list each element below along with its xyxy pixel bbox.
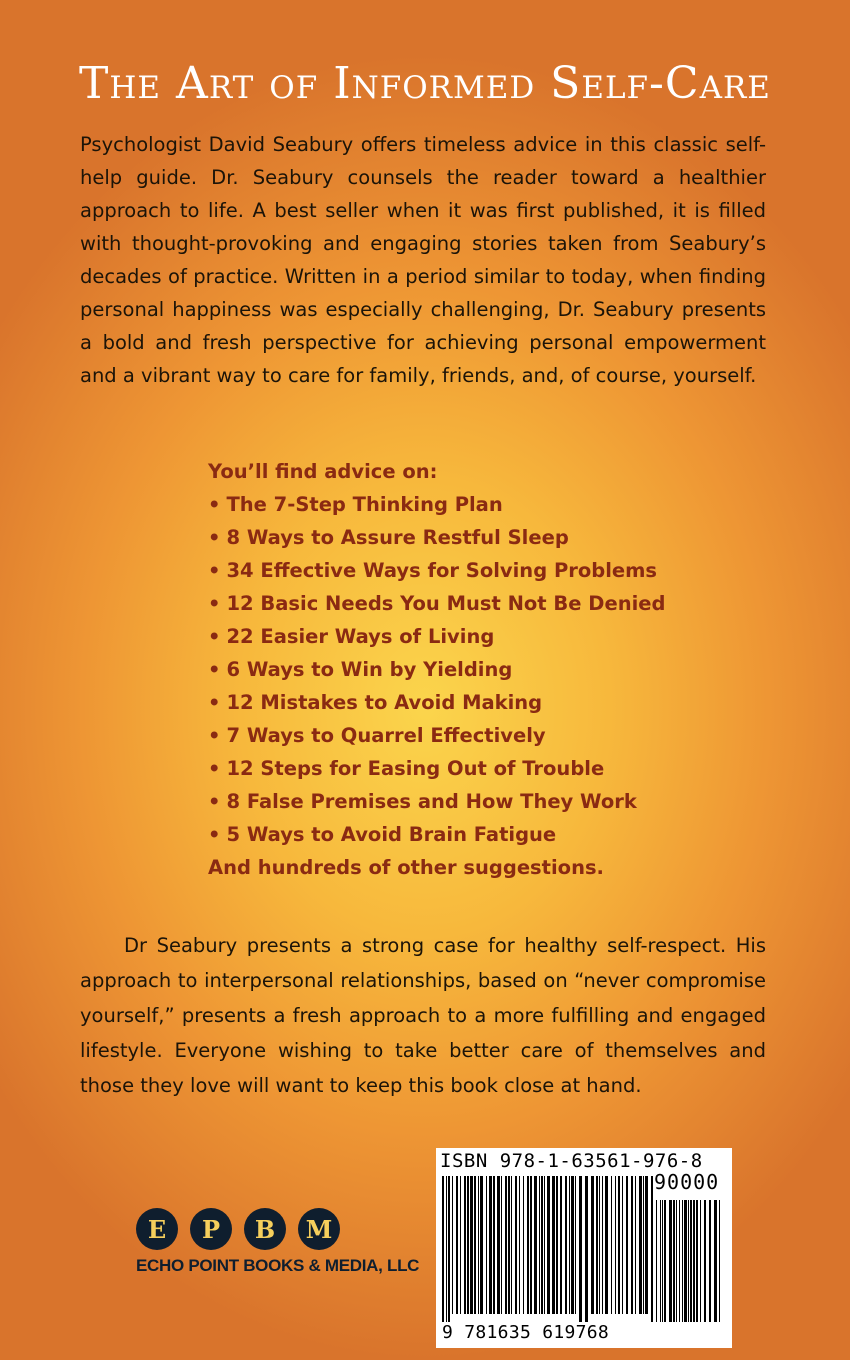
barcode-bar [523, 1176, 524, 1314]
price-code: 90000 [654, 1170, 720, 1194]
barcode-bar [474, 1176, 476, 1314]
barcode-bar [442, 1176, 444, 1322]
barcode-bar [643, 1176, 644, 1314]
advice-item: • 12 Basic Needs You Must Not Be Denied [208, 592, 666, 615]
barcode-bar [541, 1176, 543, 1314]
barcode-bar [448, 1176, 450, 1322]
barcode-bar [464, 1176, 466, 1314]
barcode-bar [556, 1176, 558, 1314]
bullet-icon: • [208, 493, 221, 516]
barcode-bar [452, 1176, 453, 1314]
barcode-bar [656, 1200, 657, 1322]
barcode-bar [560, 1176, 562, 1314]
advice-item: • 8 False Premises and How They Work [208, 790, 637, 813]
barcode-bar [622, 1176, 623, 1314]
barcode-bar [611, 1176, 612, 1314]
barcode-bar [569, 1176, 570, 1314]
logo-letter-p: P [190, 1208, 232, 1250]
barcode-bar [571, 1176, 574, 1314]
barcode-bar [585, 1176, 588, 1322]
barcode-bar [635, 1176, 636, 1314]
barcode-bar [501, 1176, 502, 1314]
logo-circles [136, 1208, 358, 1250]
isbn-label: ISBN 978-1-63561-976-8 [440, 1150, 703, 1172]
barcode-bar [676, 1200, 677, 1322]
barcode-bar [645, 1176, 648, 1314]
barcode-bar [530, 1176, 532, 1314]
barcode-bar [446, 1176, 447, 1322]
barcode-bar [579, 1176, 582, 1322]
advice-item: • 34 Effective Ways for Solving Problems [208, 559, 658, 582]
barcode-bar [719, 1200, 720, 1322]
barcode-bar [552, 1176, 555, 1314]
barcode-bar [631, 1176, 633, 1314]
advice-item: • 6 Ways to Win by Yielding [208, 658, 513, 681]
bullet-icon: • [208, 625, 221, 648]
barcode-bar [618, 1176, 620, 1314]
advice-item: • 7 Ways to Quarrel Effectively [208, 724, 546, 747]
barcode-bar [547, 1176, 550, 1314]
bullet-icon: • [208, 559, 221, 582]
barcode-bar [505, 1176, 507, 1314]
barcode-bar [489, 1176, 492, 1314]
advice-footer: And hundreds of other suggestions. [208, 856, 604, 879]
barcode-bar [519, 1176, 520, 1314]
bullet-icon: • [208, 592, 221, 615]
advice-item: • 12 Mistakes to Avoid Making [208, 691, 543, 714]
barcode-bar [704, 1200, 706, 1322]
bullet-icon: • [208, 757, 221, 780]
barcode-digits: 9 781635 619768 [442, 1322, 610, 1343]
barcode-bar [596, 1176, 598, 1314]
barcode-bar [639, 1176, 642, 1314]
barcode-bar [709, 1200, 711, 1322]
barcode-bar [508, 1176, 510, 1314]
bullet-icon: • [208, 526, 221, 549]
barcode-bar [673, 1200, 675, 1322]
barcode-bar [591, 1176, 594, 1314]
barcode-bar [486, 1176, 487, 1314]
barcode-bar [651, 1176, 653, 1322]
bullet-icon: • [208, 691, 221, 714]
bullet-icon: • [208, 724, 221, 747]
barcode-bar [662, 1200, 663, 1322]
isbn-barcode [436, 1148, 732, 1348]
barcode-bar [664, 1200, 666, 1322]
barcode-bar [534, 1176, 537, 1314]
barcode-bar [511, 1176, 512, 1314]
barcode-bar [669, 1200, 672, 1322]
barcode-bar [626, 1176, 628, 1314]
barcode-bar [660, 1200, 661, 1322]
barcode-bar [470, 1176, 473, 1314]
barcode-bar [456, 1176, 458, 1314]
publisher-logo [136, 1208, 420, 1276]
barcode-bar [497, 1176, 500, 1314]
advice-items [208, 488, 728, 851]
barcode-bar [480, 1176, 483, 1314]
barcode-bar [515, 1176, 517, 1314]
barcode-bar [615, 1176, 616, 1314]
barcode-bar [565, 1176, 567, 1314]
advice-item: • 22 Easier Ways of Living [208, 625, 495, 648]
barcode-bar [688, 1200, 689, 1322]
barcode-bar [700, 1200, 701, 1322]
bullet-icon: • [208, 823, 221, 846]
barcode-bar [544, 1176, 545, 1314]
advice-heading: You’ll find advice on: [208, 460, 438, 483]
barcode-bar [714, 1200, 717, 1322]
logo-letter-e: E [136, 1208, 178, 1250]
barcode-bar [599, 1176, 600, 1314]
advice-item: • 8 Ways to Assure Restful Sleep [208, 526, 569, 549]
barcode-bar [575, 1176, 576, 1314]
barcode-bar [696, 1200, 698, 1322]
advice-item: • 12 Steps for Easing Out of Trouble [208, 757, 605, 780]
logo-letter-m: M [298, 1208, 340, 1250]
advice-item: • The 7-Step Thinking Plan [208, 493, 503, 516]
bullet-icon: • [208, 658, 221, 681]
barcode-bar [602, 1176, 603, 1314]
publisher-name: ECHO POINT BOOKS & MEDIA, LLC [136, 1256, 420, 1275]
barcode-bar [539, 1176, 540, 1314]
barcode-bar [684, 1200, 687, 1322]
barcode-bar [690, 1200, 692, 1322]
barcode-bar [693, 1200, 695, 1322]
barcode-bar [493, 1176, 495, 1314]
barcode-bar [679, 1200, 680, 1322]
barcode-bars-icon [442, 1176, 726, 1322]
advice-list [208, 455, 728, 884]
advice-item: • 5 Ways to Avoid Brain Fatigue [208, 823, 557, 846]
barcode-bar [527, 1176, 529, 1314]
barcode-bar [460, 1176, 461, 1314]
barcode-bar [467, 1176, 469, 1314]
description-paragraph: Psychologist David Seabury offers timeless advice in this classic self-help guide. Dr. Seabury counsels the reader toward a healthier approach to life. A best seller when it was first published, it is filled with thought-provoking and engaging stories taken from Seabury’s decades of practice. Written in a period similar to today, when finding personal happiness was especially challenging, Dr. Seabury presents a bold and fresh perspective for achieving personal empowerment and a vibrant way to care for family, friends, and, of course, yourself. [80, 133, 766, 387]
logo-letter-b: B [244, 1208, 286, 1250]
closing-paragraph: Dr Seabury presents a strong case for healthy self-respect. His approach to interpersonal relationships, based on “never compromise yourself,” presents a fresh approach to a more fulfilling and engaged lifestyle. Everyone wishing to take better care of themselves and those they love will want to keep this book close at hand. [80, 934, 766, 1097]
barcode-bar [682, 1200, 683, 1322]
barcode-bar [478, 1176, 479, 1314]
barcode-bar [605, 1176, 608, 1314]
book-title: The Art of Informed Self-Care [79, 58, 771, 109]
bullet-icon: • [208, 790, 221, 813]
